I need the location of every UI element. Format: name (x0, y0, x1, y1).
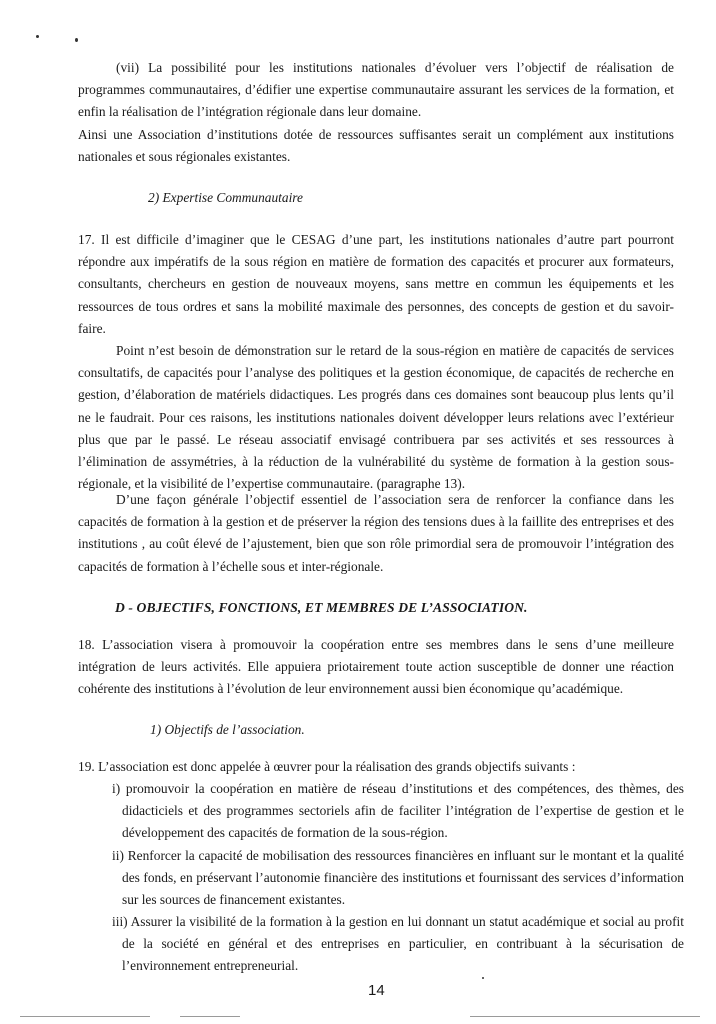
subheading-expertise: 2) Expertise Communautaire (148, 190, 303, 205)
subheading-objectifs: 1) Objectifs de l’association. (150, 722, 305, 737)
list-item-i: i) promouvoir la coopération en matière de réseau d’institutions et des compétences, des thèmes, des didacticiels et des programmes sectoriels afin de faciliter l’intégration de l’expertise de gestion et le développement des capacités de formation de la sous-région. (112, 781, 684, 841)
scan-speck (75, 38, 78, 42)
paragraph-19-intro: 19. L’association est donc appelée à œuvrer pour la réalisation des grands objectifs suivants : (78, 759, 576, 774)
scan-artifact-line (20, 1016, 150, 1017)
list-item-iii: iii) Assurer la visibilité de la formation à la gestion en lui donnant un statut académique et social au profit de la société en général et des entreprises en particulier, en contribuant à la sécurisation de l’environnement entrepreneurial. (112, 914, 684, 974)
paragraph-point: Point n’est besoin de démonstration sur le retard de la sous-région en matière de capacités de services consultatifs, de capacités pour l’analyse des politiques et la gestion économique, de capacités de recherche en gestion, d’élaboration de matériels didactiques. Les progrés dans ces domaines sont beaucoup plus lents qu’il ne le faudrait. Pour ces raisons, les institutions nationales doivent développer leurs relations avec l’extérieur plus que par le passé. Le réseau associatif envisagé contribuera par ses activités et ses ressources à l’élimination de assymétries, à la réduction de la vulnérabilité du système de formation à la gestion sous-régionale, et la visibilité de l’expertise communautaire. (paragraphe 13). (78, 343, 674, 492)
section-heading-d: D - OBJECTIFS, FONCTIONS, ET MEMBRES DE L’ASSOCIATION. (115, 600, 528, 615)
scan-speck (36, 35, 39, 38)
paragraph-17: 17. Il est difficile d’imaginer que le CESAG d’une part, les institutions nationales d’autre part pourront répondre aux impératifs de la sous région en matière de formation des capacités et procurer aux formateurs, consultants, chercheurs en gestion de nouveaux moyens, sans mettre en commun les équipements et les ressources de tous ordres et sans la mobilité maximale des personnes, des concepts de gestion et du savoir-faire. (78, 232, 674, 336)
list-item-ii: ii) Renforcer la capacité de mobilisation des ressources financières en influant sur le montant et la qualité des fonds, en préservant l’autonomie financière des institutions et fournissant des services d’information sur les sources de financement existantes. (112, 848, 684, 908)
paragraph-vii: (vii) La possibilité pour les institutions nationales d’évoluer vers l’objectif de réalisation de programmes communautaires, d’édifier une expertise communautaire assurant les services de la formation, et enfin la réalisation de l’intégration régionale dans leur domaine. (78, 60, 674, 120)
page-number: 14 (368, 982, 385, 999)
paragraph-18: 18. L’association visera à promouvoir la coopération entre ses membres dans le sens d’une meilleure intégration de leurs activités. Elle appuiera priotairement toute action susceptible de donner une réaction cohérente des institutions à l’évolution de leur environnement aussi bien économique qu’académique. (78, 637, 674, 697)
scan-artifact-line (180, 1016, 240, 1017)
scan-artifact-line (470, 1016, 700, 1017)
paragraph-facon: D’une façon générale l’objectif essentiel de l’association sera de renforcer la confiance dans les capacités de formation à la gestion et de préserver la région des tensions dues à la faillite des entreprises et des institutions , au coût élevé de l’ajustement, bien que son rôle primordial sera de promouvoir l’intégration des capacités de formation à l’échelle sous et inter-régionale. (78, 492, 674, 574)
paragraph-association: Ainsi une Association d’institutions dotée de ressources suffisantes serait un complément aux institutions nationales et sous régionales existantes. (78, 127, 674, 165)
